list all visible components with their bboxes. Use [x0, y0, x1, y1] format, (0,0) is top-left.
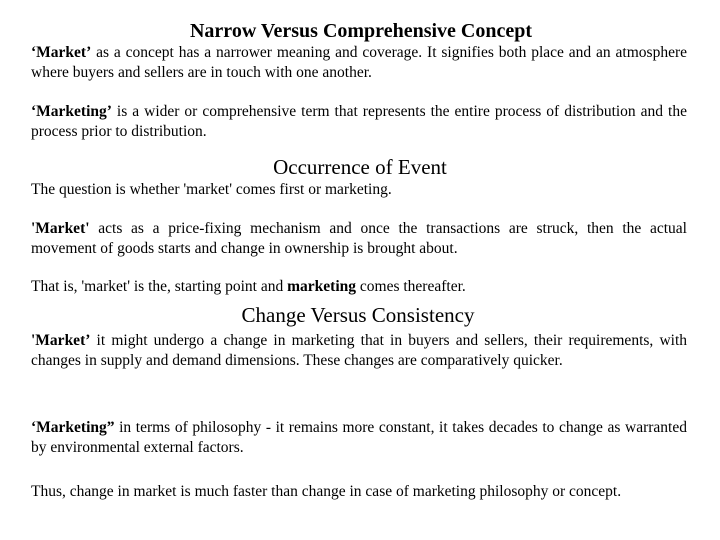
paragraph-market-price-fixing [31, 219, 687, 259]
paragraph-text-before: That is, 'market' is the, starting point and [31, 278, 288, 295]
paragraph-text-after: comes thereafter. [356, 278, 466, 295]
paragraph-text: in terms of philosophy - it remains more constant, it takes decades to change as warranted by environmental external factors. [31, 419, 687, 456]
term-marketing: ‘Marketing” [31, 419, 115, 436]
term-marketing: ‘Marketing’ [31, 103, 112, 120]
paragraph-text: Thus, change in market is much faster than change in case of marketing philosophy or concept. [31, 483, 622, 500]
paragraph-text: is a wider or comprehensive term that represents the entire process of distribution and the process prior to distribution. [31, 103, 687, 140]
paragraph-market-concept [31, 43, 687, 83]
paragraph-text: as a concept has a narrower meaning and coverage. It signifies both place and an atmosphere where buyers and sellers are in touch with one another. [31, 44, 687, 81]
paragraph-conclusion [31, 482, 687, 502]
paragraph-market-change [31, 331, 687, 371]
paragraph-text: acts as a price-fixing mechanism and once the transactions are struck, then the actual movement of goods starts and change in ownership is brought about. [31, 220, 687, 257]
paragraph-marketing-concept [31, 102, 687, 142]
paragraph-starting-point [31, 277, 687, 297]
heading-change-versus-consistency: Change Versus Consistency [241, 303, 475, 327]
heading-occurrence-of-event: Occurrence of Event [273, 155, 447, 179]
paragraph-text: The question is whether 'market' comes first or marketing. [31, 181, 392, 198]
term-market: 'Market’ [31, 332, 91, 349]
term-market: ‘Market’ [31, 44, 92, 61]
paragraph-text: it might undergo a change in marketing that in buyers and sellers, their requirements, with changes in supply and demand dimensions. These changes are comparatively quicker. [31, 332, 687, 369]
heading-narrow-versus-comprehensive: Narrow Versus Comprehensive Concept [189, 20, 533, 42]
term-marketing: marketing [287, 278, 357, 295]
term-market: 'Market' [31, 220, 90, 237]
paragraph-question [31, 180, 687, 200]
paragraph-marketing-philosophy [31, 418, 687, 458]
